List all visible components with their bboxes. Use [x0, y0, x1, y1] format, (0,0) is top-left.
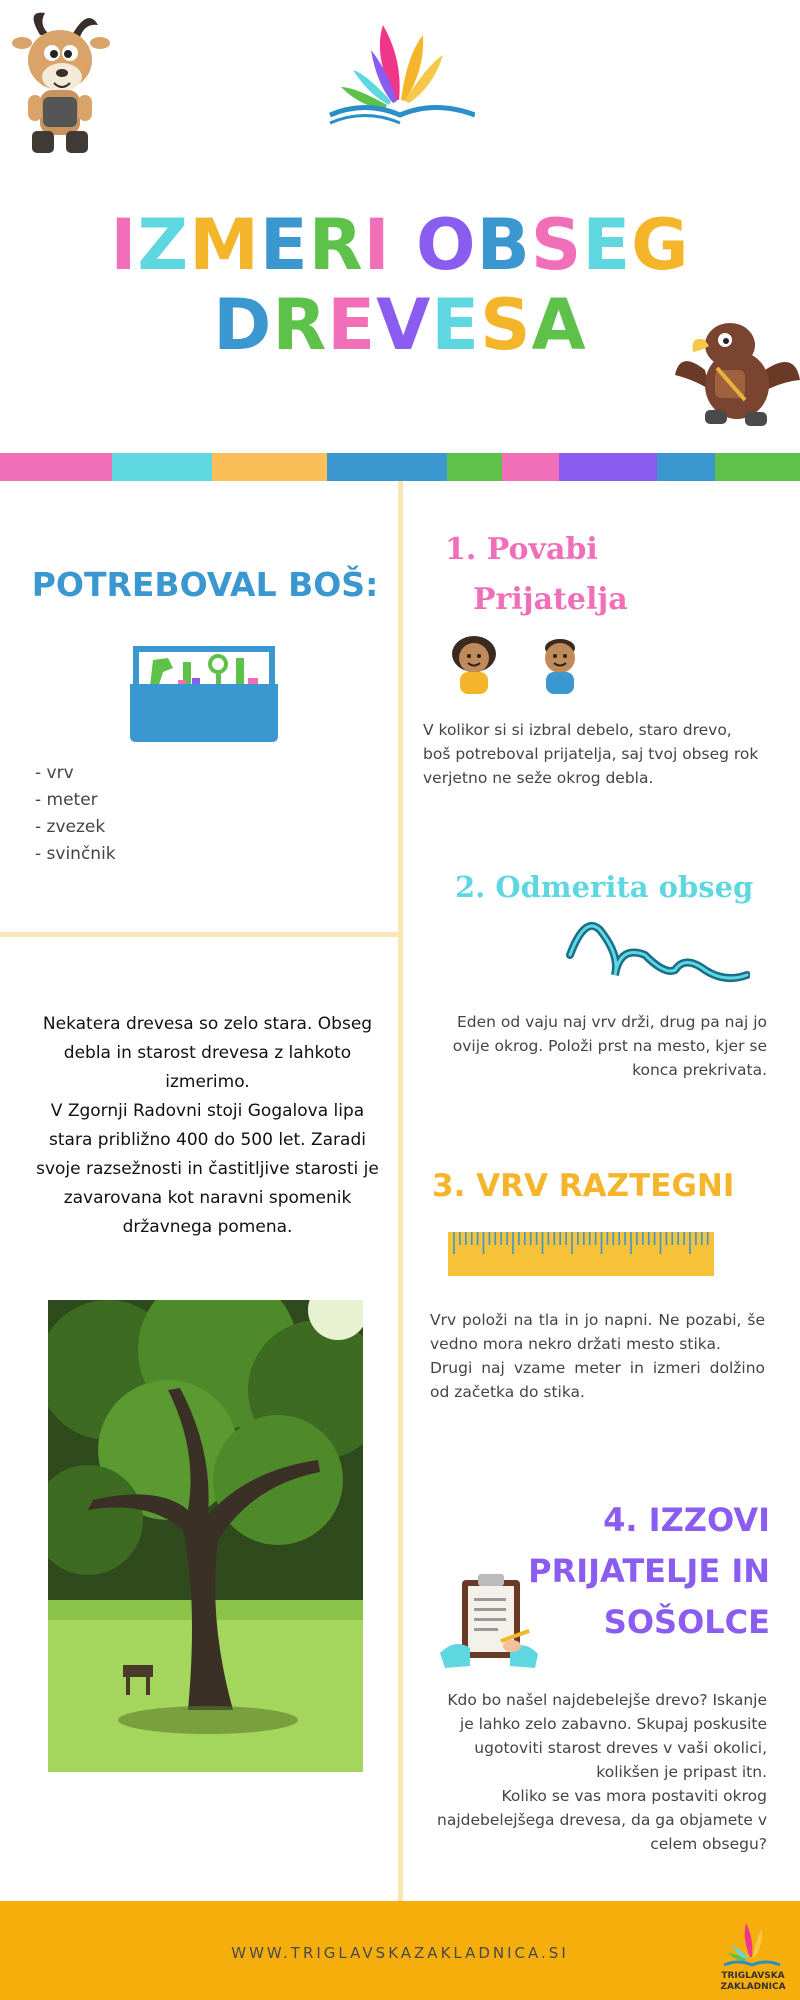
list-item: - vrv: [35, 763, 74, 783]
footer-url-link[interactable]: WWW.TRIGLAVSKAZAKLADNICA.SI: [231, 1944, 569, 1962]
step2-heading: 2. Odmerita obseg: [455, 870, 754, 904]
toolbox-icon: [128, 638, 280, 744]
stripe-segment: [657, 453, 715, 481]
stripe-segment: [327, 453, 447, 481]
stripe-segment: [112, 453, 212, 481]
horizontal-divider: [0, 932, 398, 937]
title-letter: [391, 204, 416, 286]
step4-heading-line2: PRIJATELJE IN: [528, 1552, 770, 1590]
stripe-segment: [0, 453, 112, 481]
text-line: Nekatera drevesa so zelo stara. Obseg debla in starost drevesa z lahkoto izmerimo.: [42, 1014, 373, 1092]
title-letter: E: [582, 204, 632, 286]
stripe-segment: [212, 453, 327, 481]
title-letter: I: [363, 204, 391, 286]
list-item: - svinčnik: [35, 844, 116, 864]
title-letter: S: [530, 204, 583, 286]
title-letter: G: [631, 204, 690, 286]
text-line: Vrv položi na tla in jo napni. Ne pozabi, še vedno mora nekro držati mesto stika.: [430, 1311, 765, 1353]
step4-heading-line3: SOŠOLCE: [603, 1603, 770, 1641]
list-item: - meter: [35, 790, 98, 810]
color-stripe: [0, 453, 800, 481]
title-letter: E: [431, 284, 481, 366]
footer-logo-text: [713, 1971, 793, 1993]
text-line: Kdo bo našel najdebelejše drevo? Iskanje je lahko zelo zabavno. Skupaj poskusite ugotoviti starost dreves v vaši okolici, kolikšen je pripast itn.: [447, 1691, 767, 1781]
step1-heading: [445, 525, 628, 625]
vertical-divider: [398, 481, 403, 1901]
step3-heading: 3. VRV RAZTEGNI: [432, 1168, 735, 1204]
title-letter: S: [480, 284, 532, 366]
friends-icon: [450, 632, 590, 694]
needs-heading: POTREBOVAL BOŠ:: [31, 565, 379, 604]
clipboard-icon: [440, 1568, 540, 1673]
step2-text: Eden od vaju naj vrv drži, drug pa naj jo ovije okrog. Položi prst na mesto, kjer se konca prekrivata.: [452, 1013, 767, 1079]
title-letter: I: [110, 204, 138, 286]
footer: [0, 1901, 800, 2000]
step1-heading-line1: 1. Povabi: [445, 532, 598, 567]
tree-info-text: [30, 1010, 385, 1242]
footer-logo-line1: TRIGLAVSKA: [721, 1971, 785, 1981]
eagle-mascot-icon: [675, 310, 800, 440]
title-letter: A: [531, 284, 587, 366]
stripe-segment: [447, 453, 502, 481]
title-letter: M: [189, 204, 260, 286]
rope-icon: [565, 915, 750, 995]
step4-text: [430, 1688, 767, 1856]
page-title-line1: [0, 205, 800, 285]
title-letter: Z: [137, 204, 190, 286]
needs-list: [35, 760, 116, 868]
title-letter: R: [272, 284, 328, 366]
text-line: Drugi naj vzame meter in izmeri dolžino od začetka do stika.: [430, 1359, 765, 1401]
title-letter: E: [327, 284, 377, 366]
title-letter: E: [259, 204, 309, 286]
ruler-icon: [448, 1232, 714, 1276]
title-letter: D: [213, 284, 273, 366]
triglavska-zakladnica-logo-icon: [325, 15, 475, 140]
text-line: Koliko se vas mora postaviti okrog najdebelejšega drevesa, da ga objamete v celem obsegu?: [437, 1787, 767, 1853]
step1-text: V kolikor si si izbral debelo, staro drevo, boš potreboval prijatelja, saj tvoj obseg rok verjetno ne seže okrog debla.: [423, 721, 759, 787]
stripe-segment: [559, 453, 657, 481]
stripe-segment: [715, 453, 800, 481]
title-letter: O: [416, 204, 477, 286]
footer-logo-line2: ZAKLADNICA: [720, 1982, 786, 1992]
title-letter: V: [376, 284, 432, 366]
stripe-segment: [502, 453, 559, 481]
tree-photo: [48, 1300, 363, 1772]
step3-text: [430, 1308, 765, 1404]
footer-logo-icon: [722, 1919, 782, 1971]
text-line: V Zgornji Radovni stoji Gogalova lipa stara približno 400 do 500 let. Zaradi svoje razsežnosti in častitljive starosti je zavarovana kot naravni spomenik državnega pomena.: [36, 1101, 379, 1237]
title-letter: B: [476, 204, 531, 286]
step1-heading-line2: Prijatelja: [473, 582, 628, 617]
step4-heading-line1: 4. IZZOVI: [603, 1501, 770, 1539]
goat-mascot-icon: [10, 5, 115, 160]
list-item: - zvezek: [35, 817, 106, 837]
title-letter: R: [308, 204, 364, 286]
